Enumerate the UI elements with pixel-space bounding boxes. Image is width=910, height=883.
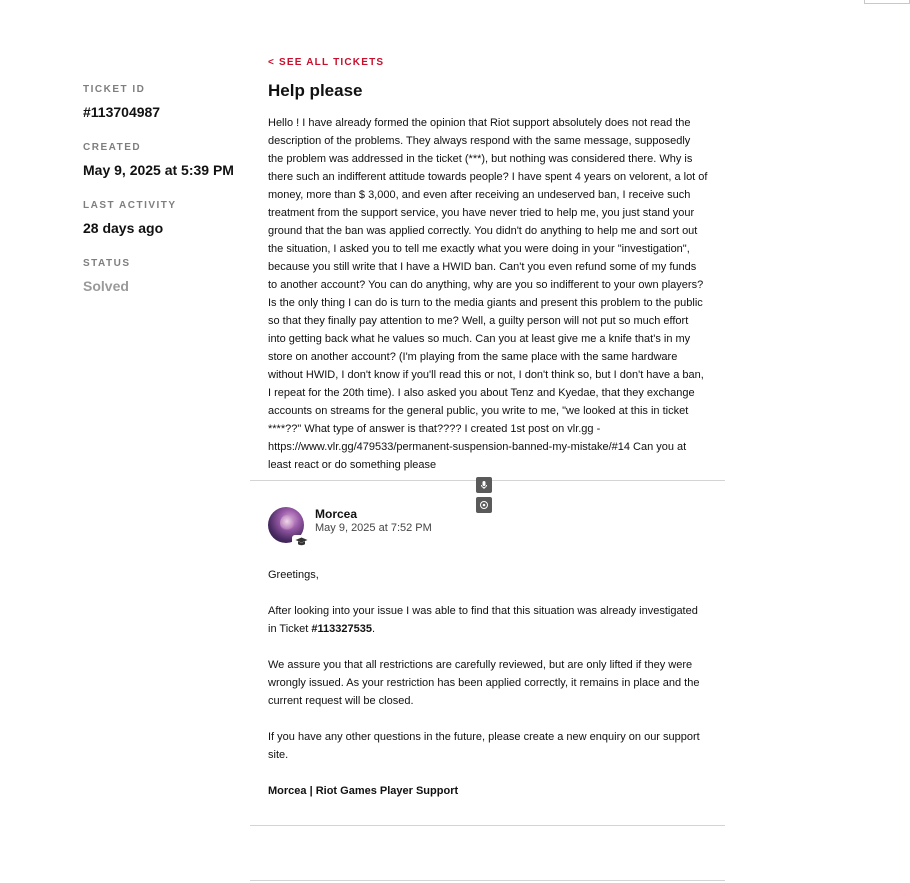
reply-meta [315,507,432,535]
ticket-id-label: TICKET ID [83,84,146,95]
signature-text: Morcea | Riot Games Player Support [268,785,459,797]
avatar [268,507,304,543]
last-activity-value: 28 days ago [83,220,164,236]
referenced-ticket-id: #113327535 [311,623,372,635]
ticket-description-text: Hello ! I have already formed the opinion that Riot support absolutely does not read the description of the problems. They always respond with the same message, supposedly the problem was addressed in the ticket (***), but nothing was considered there. Why is there such an indifferent attitude towards people? I have spent 4 years on velorent, a lot of money, more than $ 3,000, and even after receiving an undeserved ban, I receive such treatment from the support service, you have never tried to help me, you just stand your ground that the ban was applied correctly. You didn't do anything to help me and sort out the situation, I asked you to tell me exactly what you were doing in your "investigation", because you still write that I have a HWID ban. Can't you even refund some of my funds to another account? You can do anything, why are you so indifferent to your own players? Is the only thing I can do is turn to the media giants and present this problem to the public so that they finally pay attention to me? Well, a guilty person will not put so much effort into getting back what he values so much. Can you at least give me a knife that's in my store on another account? (I'm playing from the same place with the same hardware without HWID, I don't know if you'll read this or not, I don't think so, but I don't have a ban, I repeat for the 20th time). I also asked you about Tenz and Kyedae, that they exchange accounts on streams for the general public, you write to me, "we looked at this in ticket ****??" What type of answer is that???? I created 1st post on vlr.gg - https://www.vlr.gg/479533/permanent-suspension-banned-my-mistake/#14 Can you at least react or do something please [268,117,708,471]
ticket-description [268,114,708,474]
agent-name: Morcea [315,507,358,521]
reply-paragraph-1 [268,602,708,638]
corner-frame [864,0,910,4]
reply-signature [268,782,708,800]
ticket-id-value: #113704987 [83,104,161,120]
ticket-id-section [83,84,243,122]
status-label: STATUS [83,258,131,269]
ticket-sidebar [83,84,243,316]
last-activity-label: LAST ACTIVITY [83,200,177,211]
created-section [83,142,243,180]
ticket-main [268,56,708,474]
created-label: CREATED [83,142,142,153]
reply-header [268,507,708,547]
status-section [83,258,243,296]
graduation-cap-icon [295,537,308,547]
agent-reply [268,507,708,818]
last-activity-section [83,200,243,238]
reply-greeting: Greetings, [268,569,319,581]
reply-paragraph-1-end: . [371,623,376,635]
reply-body [268,566,708,800]
divider-middle [250,825,725,826]
reply-date: May 9, 2025 at 7:52 PM [315,522,432,534]
avatar-face [280,515,294,531]
see-all-tickets-link[interactable]: < SEE ALL TICKETS [268,57,385,68]
reply-paragraph-1-text: After looking into your issue I was able to find that this situation was already investigated in Ticket [268,605,698,635]
ticket-title: Help please [268,81,363,100]
reply-paragraph-2: We assure you that all restrictions are carefully reviewed, but are only lifted if they were wrongly issued. As your restriction has been applied correctly, it remains in place and the current request will be closed. [268,659,700,707]
microphone-button[interactable] [476,477,492,493]
reply-paragraph-3: If you have any other questions in the future, please create a new enquiry on our support site. [268,731,700,761]
microphone-icon [479,480,489,490]
agent-badge [292,535,310,549]
status-badge: Solved [83,278,129,294]
created-value: May 9, 2025 at 5:39 PM [83,162,234,178]
divider-bottom [250,880,725,881]
